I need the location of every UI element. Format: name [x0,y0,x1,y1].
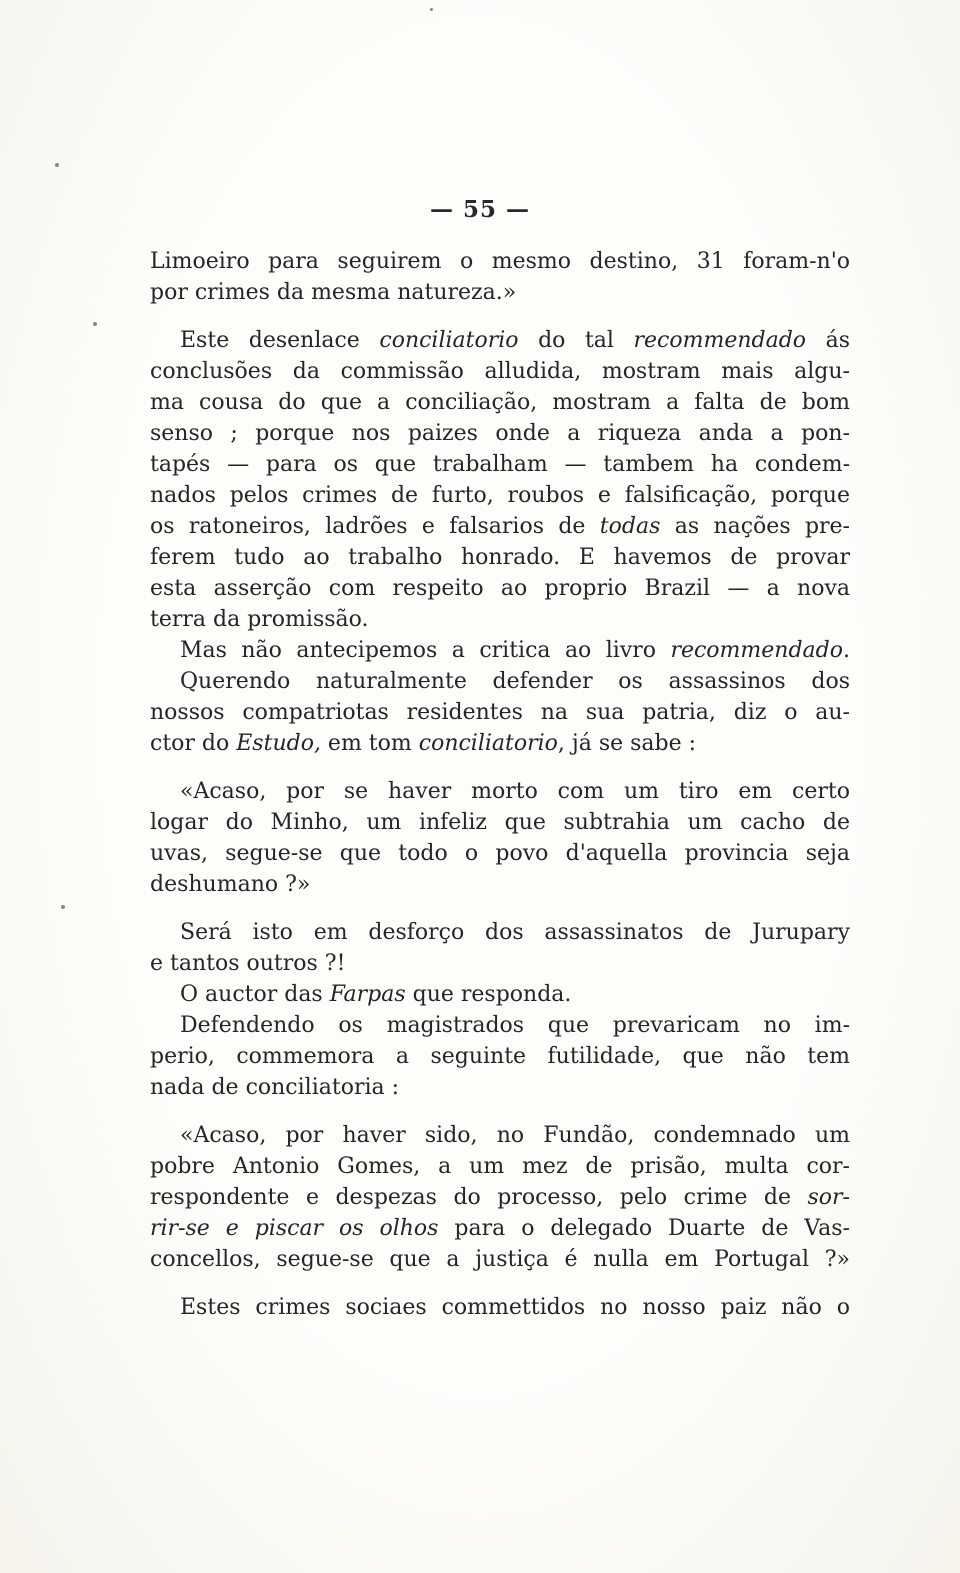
text-segment: ás [806,328,850,353]
text-line [150,728,850,759]
text-segment: do tal [518,328,634,353]
text-line [150,542,850,573]
paragraph [150,246,850,308]
paragraph [150,1120,850,1275]
text-segment: esta asserção com respeito ao proprio Brazil — a nova [150,576,850,601]
paragraph [150,635,850,666]
italic-text-segment: todas [599,514,661,539]
text-segment: O auctor das [180,982,330,1007]
text-line [150,979,850,1010]
text-segment: terra da promissão. [150,607,369,632]
text-line [150,1072,850,1103]
italic-text-segment: conciliatorio [379,328,519,353]
italic-text-segment: rir-se e piscar os olhos [150,1216,439,1241]
text-segment: tapés — para os que trabalham — tambem ha condem- [150,452,850,477]
italic-text-segment: recommendado [670,638,843,663]
paragraph [150,776,850,900]
paragraph [150,1292,850,1323]
text-segment: Este desenlace [180,328,380,353]
text-line [150,1213,850,1244]
text-segment: uvas, segue-se que todo o povo d'aquella provincia seja [150,841,850,866]
text-segment: ctor do [150,731,237,756]
text-segment: «Acaso, por haver sido, no Fundão, condemnado um [180,1123,850,1148]
text-line [150,418,850,449]
text-line [150,480,850,511]
text-line [150,776,850,807]
text-segment: Querendo naturalmente defender os assassinos dos [180,669,850,694]
text-line [150,356,850,387]
text-segment: para o delegado Duarte de Vas- [438,1216,850,1241]
text-segment: as nações pre- [660,514,850,539]
text-line [150,449,850,480]
text-segment: Mas não antecipemos a critica ao livro [180,638,671,663]
text-segment: Defendendo os magistrados que prevaricam no im- [180,1013,850,1038]
text-line [150,387,850,418]
text-segment: ferem tudo ao trabalho honrado. E havemos de provar [150,545,850,570]
text-line [150,573,850,604]
text-segment: em tom [320,731,419,756]
text-line [150,666,850,697]
text-line [150,807,850,838]
text-line [150,869,850,900]
text-segment: os ratoneiros, ladrões e falsarios de [150,514,600,539]
text-line [150,511,850,542]
text-line [150,1292,850,1323]
text-segment: ma cousa do que a conciliação, mostram a falta de bom [150,390,850,415]
italic-text-segment: Farpas [329,982,406,1007]
text-line [150,948,850,979]
text-segment: nada de conciliatoria : [150,1075,400,1100]
text-segment: Estes crimes sociaes commettidos no nosso paiz não o [180,1295,850,1320]
paragraph [150,1010,850,1103]
text-segment: logar do Minho, um infeliz que subtrahia um cacho de [150,810,850,835]
text-line [150,604,850,635]
text-segment: que responda. [405,982,572,1007]
paragraph [150,979,850,1010]
text-block [150,246,850,1323]
text-segment: conclusões da commissão alludida, mostram mais algu- [150,359,850,384]
text-segment: , já se sabe : [557,731,697,756]
text-segment: perio, commemora a seguinte futilidade, que não tem [150,1044,850,1069]
text-line [150,838,850,869]
italic-text-segment: sor- [807,1185,850,1210]
text-segment: por crimes da mesma natureza.» [150,280,517,305]
text-line [150,1182,850,1213]
text-line [150,1041,850,1072]
text-segment: e tantos outros ?! [150,951,346,976]
paragraph [150,666,850,759]
italic-text-segment: Estudo, [236,731,321,756]
text-segment: Será isto em desforço dos assassinatos de Jurupary [180,920,850,945]
italic-text-segment: recommendado [633,328,807,353]
text-segment: nossos compatriotas residentes na sua patria, diz o au- [150,700,850,725]
text-segment: Limoeiro para seguirem o mesmo destino, 31 foram-n'o [150,249,850,274]
paragraph [150,917,850,979]
text-segment: deshumano ?» [150,872,311,897]
text-line [150,635,850,666]
italic-text-segment: conciliatorio [418,731,558,756]
scan-speck [93,322,97,326]
page-number: — 55 — [429,196,531,223]
text-segment: pobre Antonio Gomes, a um mez de prisão, multa cor- [150,1154,850,1179]
text-segment: senso ; porque nos paizes onde a riqueza anda a pon- [150,421,850,446]
text-line [150,697,850,728]
text-segment: «Acaso, por se haver morto com um tiro em certo [180,779,850,804]
text-line [150,246,850,277]
text-segment: . [843,638,850,663]
scan-speck [430,8,433,11]
text-segment: concellos, segue-se que a justiça é nulla em Portugal ?» [150,1247,850,1272]
text-line [150,277,850,308]
text-line [150,1151,850,1182]
text-line [150,1010,850,1041]
text-line [150,1120,850,1151]
scan-speck [55,163,59,167]
text-line [150,917,850,948]
paragraph [150,325,850,635]
text-line [150,1244,850,1275]
scan-speck [61,905,65,909]
text-segment: respondente e despezas do processo, pelo crime de [150,1185,808,1210]
text-line [150,325,850,356]
text-segment: nados pelos crimes de furto, roubos e falsificação, porque [150,483,850,508]
